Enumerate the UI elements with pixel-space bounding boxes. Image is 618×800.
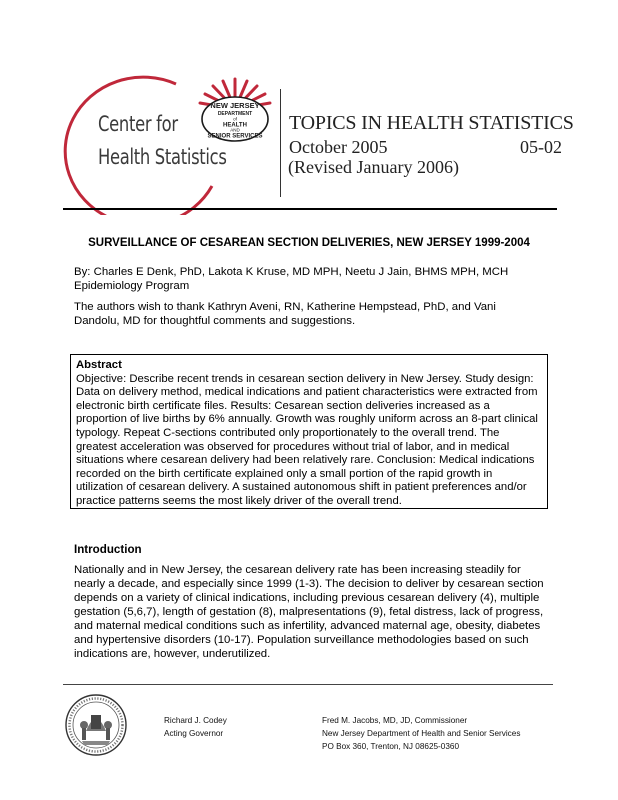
nj-health-logo	[193, 75, 277, 145]
department-address: PO Box 360, Trenton, NJ 08625-0360	[322, 742, 460, 751]
governor-title: Acting Governor	[164, 729, 224, 738]
badge-line-4: HEALTH	[223, 122, 247, 129]
authors: By: Charles E Denk, PhD, Lakota K Kruse, MD MPH, Neetu J Jain, BHMS MPH, MCH Epidemiology Program	[74, 266, 509, 292]
publication-series-title: TOPICS IN HEALTH STATISTICS	[289, 112, 574, 134]
commissioner-block	[322, 714, 520, 753]
footer-rule	[63, 684, 553, 685]
abstract-box	[70, 354, 548, 509]
publication-number: 05-02	[520, 137, 562, 157]
governor-block	[164, 714, 227, 740]
introduction-text: Nationally and in New Jersey, the cesarean delivery rate has been increasing steadily for nearly a decade, and especially since 1999 (1-3). The decision to deliver by cesarean section depends on a variety of clinical indications, including previous cesarean delivery (4), multiple gestation (5,6,7), length of gestation (8), malpresentations (9), fetal distress, lack of progress, and maternal medical conditions such as infertility, advanced maternal age, obesity, diabetes and hypertensive disorders (10-17). Population surveillance methodologies based on such indications are, however, underutilized.	[74, 564, 544, 660]
badge-line-1: NEW JERSEY	[210, 101, 260, 110]
logo-text-health-statistics: Health Statistics	[98, 145, 227, 169]
publication-revised-date: (Revised January 2006)	[288, 157, 459, 177]
document-title: SURVEILLANCE OF CESAREAN SECTION DELIVERIES, NEW JERSEY 1999-2004	[88, 237, 530, 249]
introduction-heading: Introduction	[74, 543, 142, 556]
governor-name: Richard J. Codey	[164, 716, 227, 725]
publication-date: October 2005	[289, 137, 388, 157]
state-seal-icon	[64, 693, 128, 757]
header-divider	[280, 89, 281, 197]
logo-text-center-for: Center for	[98, 112, 178, 136]
commissioner-name: Fred M. Jacobs, MD, JD, Commissioner	[322, 716, 468, 725]
abstract-heading: Abstract	[76, 359, 122, 371]
badge-line-5: AND	[230, 127, 240, 133]
acknowledgements: The authors wish to thank Kathryn Aveni, RN, Katherine Hempstead, PhD, and Vani Dandolu, MD for thoughtful comments and suggestions.	[74, 301, 496, 327]
header-rule	[63, 208, 557, 210]
badge-line-2: DEPARTMENT	[217, 111, 253, 117]
abstract-text: Objective: Describe recent trends in cesarean section delivery in New Jersey. Study design: Data on delivery method, medical indications and patient characteristics were extracted from electronic birth certificate files. Results: Cesarean section deliveries increased as a proportion of live births by 6% annually. Growth was roughly uniform across an 8-part clinical typology. Repeat C-sections contributed only proportionately to the overall trend. The greatest acceleration was observed for procedures without trial of labor, and in medical situations where cesarean delivery had been relatively rare. Conclusion: Medical indications recorded on the birth certificate explained only a small portion of the rapid growth in utilization of cesarean delivery. A sustained autonomous shift in patient preferences and/or practice patterns seems the most likely driver of the overall trend.	[76, 372, 538, 507]
department-name: New Jersey Department of Health and Senior Services	[322, 729, 521, 738]
badge-line-6: SENIOR SERVICES	[207, 133, 263, 140]
badge-line-3: of	[233, 116, 237, 122]
